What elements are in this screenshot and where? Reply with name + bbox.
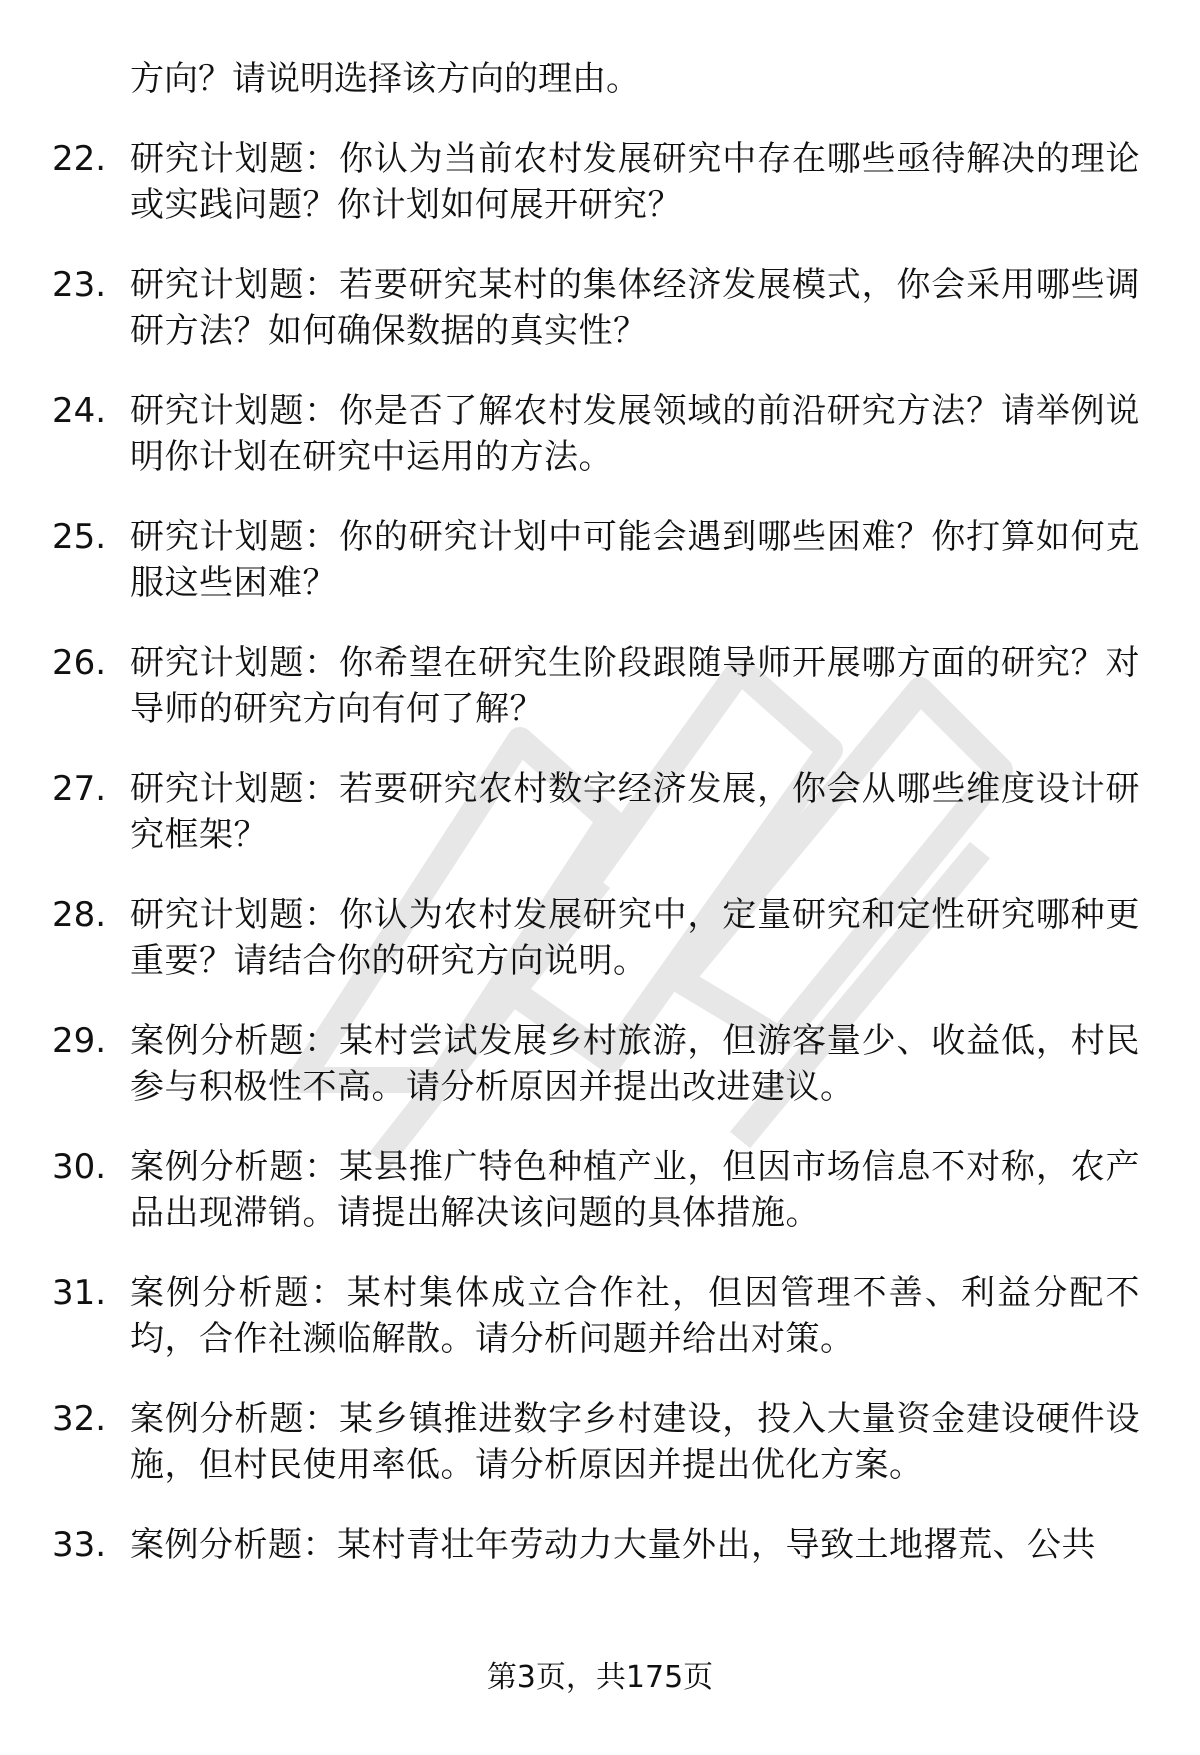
question-number: 27. — [52, 769, 107, 809]
question-text: 案例分析题：某村集体成立合作社，但因管理不善、利益分配不均，合作社濒临解散。请分析问题并给出对策。 — [130, 1273, 1140, 1359]
question-text: 研究计划题：你认为当前农村发展研究中存在哪些亟待解决的理论或实践问题？你计划如何展开研究？ — [130, 139, 1140, 225]
list-item — [0, 262, 1200, 354]
list-item — [0, 892, 1200, 984]
list-item — [0, 1270, 1200, 1362]
question-number: 29. — [52, 1021, 107, 1061]
list-item — [0, 1018, 1200, 1110]
question-number: 33. — [52, 1525, 107, 1565]
question-text: 案例分析题：某村青壮年劳动力大量外出，导致土地撂荒、公共 — [130, 1525, 1096, 1565]
question-text: 研究计划题：你希望在研究生阶段跟随导师开展哪方面的研究？对导师的研究方向有何了解？ — [130, 643, 1140, 729]
question-text: 研究计划题：你认为农村发展研究中，定量研究和定性研究哪种更重要？请结合你的研究方向说明。 — [130, 895, 1140, 981]
list-item — [0, 388, 1200, 480]
question-text: 案例分析题：某村尝试发展乡村旅游，但游客量少、收益低，村民参与积极性不高。请分析原因并提出改进建议。 — [130, 1021, 1140, 1107]
question-text: 研究计划题：若要研究某村的集体经济发展模式，你会采用哪些调研方法？如何确保数据的真实性？ — [130, 265, 1140, 351]
question-number: 31. — [52, 1273, 107, 1313]
question-number: 25. — [52, 517, 107, 557]
question-text: 案例分析题：某县推广特色种植产业，但因市场信息不对称，农产品出现滞销。请提出解决该问题的具体措施。 — [130, 1147, 1140, 1233]
list-item — [0, 514, 1200, 606]
list-item — [0, 1396, 1200, 1488]
list-item — [0, 1144, 1200, 1236]
question-text: 研究计划题：你的研究计划中可能会遇到哪些困难？你打算如何克服这些困难？ — [130, 517, 1140, 603]
question-number: 26. — [52, 643, 107, 683]
question-text: 研究计划题：你是否了解农村发展领域的前沿研究方法？请举例说明你计划在研究中运用的方法。 — [130, 391, 1140, 477]
question-number: 28. — [52, 895, 107, 935]
list-item — [0, 1522, 1200, 1568]
question-number: 22. — [52, 139, 107, 179]
question-number: 32. — [52, 1399, 107, 1439]
question-text: 案例分析题：某乡镇推进数字乡村建设，投入大量资金建设硬件设施，但村民使用率低。请分析原因并提出优化方案。 — [130, 1399, 1140, 1485]
question-number: 24. — [52, 391, 107, 431]
page-footer: 第3页，共175页 — [486, 1660, 714, 1695]
question-number: 23. — [52, 265, 107, 305]
list-item — [0, 640, 1200, 732]
question-continuation: 方向？请说明选择该方向的理由。 — [130, 59, 640, 99]
question-number: 30. — [52, 1147, 107, 1187]
list-item — [0, 766, 1200, 858]
question-text: 研究计划题：若要研究农村数字经济发展，你会从哪些维度设计研究框架？ — [130, 769, 1140, 855]
question-list — [0, 56, 1200, 1602]
list-item — [0, 136, 1200, 228]
